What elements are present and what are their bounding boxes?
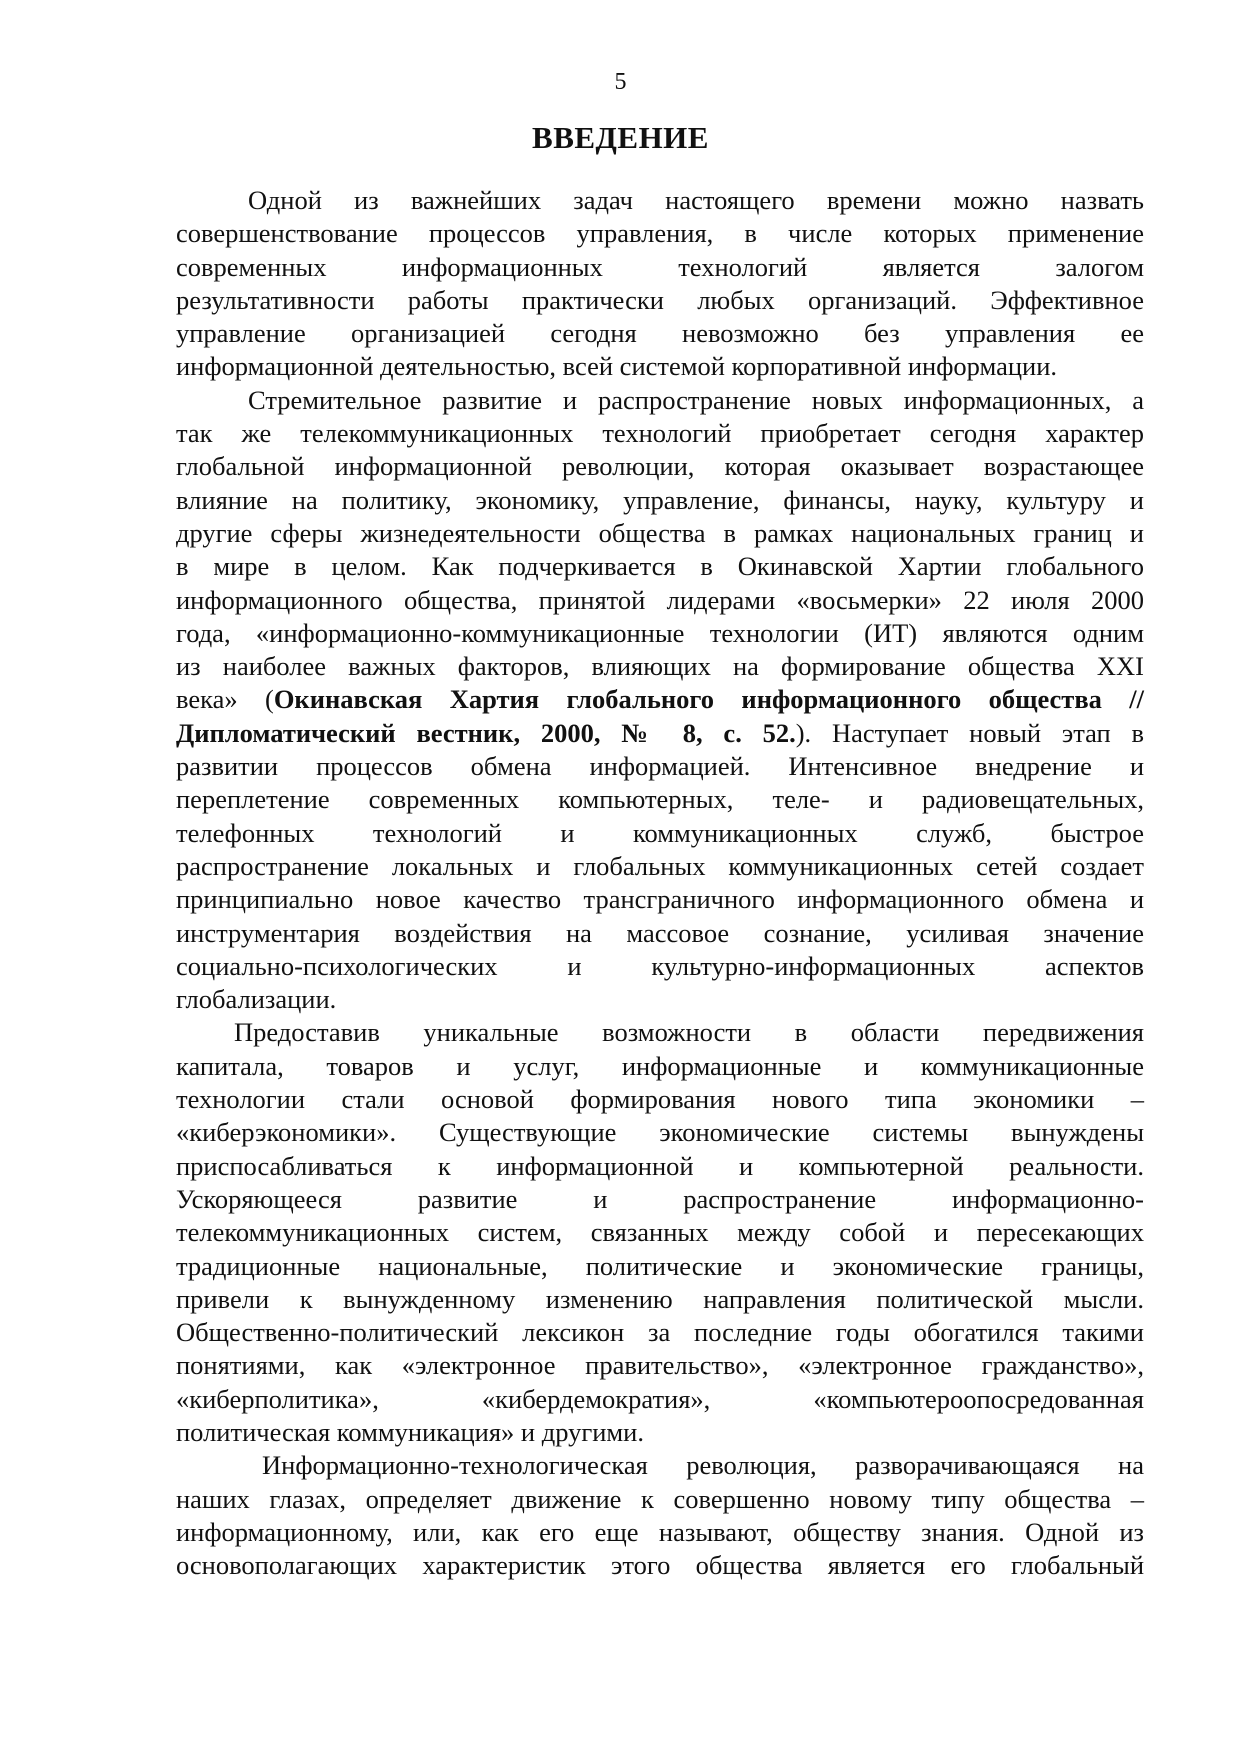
text-line: другие сферы жизнедеятельности общества в рамках национальных границ и xyxy=(176,517,1144,548)
text-line: приспосабливаться к информационной и компьютерной реальности. xyxy=(176,1150,1144,1181)
text-line: основополагающих характеристик этого общества является его глобальный xyxy=(176,1550,1144,1581)
text-line: глобализации. xyxy=(176,984,337,1015)
text-line: глобальной информационной революции, которая оказывает возрастающее xyxy=(176,451,1144,482)
document-body xyxy=(176,184,1144,1582)
text-line: результативности работы практически любых организаций. Эффективное xyxy=(176,284,1144,315)
text-line: информационной деятельностью, всей системой корпоративной информации. xyxy=(176,351,1058,382)
citation-line-1 xyxy=(176,683,1144,716)
text-line: Предоставив уникальные возможности в области передвижения xyxy=(234,1017,1144,1048)
text-line: телефонных технологий и коммуникационных служб, быстрое xyxy=(176,817,1144,848)
text-line: наших глазах, определяет движение к совершенно новому типу общества – xyxy=(176,1483,1144,1514)
text-line: из наиболее важных факторов, влияющих на формирование общества XXI xyxy=(176,651,1144,682)
text-line: влияние на политику, экономику, управление, финансы, науку, культуру и xyxy=(176,484,1144,515)
citation-prefix: века» ( xyxy=(176,684,274,715)
text-line: Информационно-технологическая революция, разворачивающаяся на xyxy=(262,1450,1144,1481)
text-line: понятиями, как «электронное правительство», «электронное гражданство», xyxy=(176,1350,1144,1381)
text-line: распространение локальных и глобальных коммуникационных сетей создает xyxy=(176,850,1144,881)
text-line: управление организацией сегодня невозможно без управления ее xyxy=(176,318,1144,349)
paragraph-3 xyxy=(176,1016,1144,1449)
text-line: переплетение современных компьютерных, теле- и радиовещательных, xyxy=(176,784,1144,815)
text-line: Ускоряющееся развитие и распространение информационно- xyxy=(176,1183,1144,1214)
citation-bold-1: Окинавская Хартия глобального информационного общества // xyxy=(273,684,1144,715)
text-line: развитии процессов обмена информацией. Интенсивное внедрение и xyxy=(176,751,1144,782)
citation-bold-2: Дипломатический вестник, 2000, № 8, с. 52. xyxy=(176,717,796,748)
text-line: года, «информационно-коммуникационные технологии (ИТ) являются одним xyxy=(176,617,1144,648)
citation-line-2 xyxy=(176,717,1144,750)
text-line: Стремительное развитие и распространение новых информационных, а xyxy=(248,384,1144,415)
text-line: традиционные национальные, политические и экономические границы, xyxy=(176,1250,1144,1281)
citation-suffix: ). Наступает новый этап в xyxy=(795,717,1144,748)
text-line: политическая коммуникация» и другими. xyxy=(176,1416,644,1447)
text-line: современных информационных технологий является залогом xyxy=(176,251,1144,282)
page-title: ВВЕДЕНИЕ xyxy=(532,120,709,155)
text-line: «киберэкономики». Существующие экономические системы вынуждены xyxy=(176,1117,1144,1148)
text-line: социально-психологических и культурно-информационных аспектов xyxy=(176,950,1144,981)
paragraph-4 xyxy=(176,1449,1144,1582)
text-line: капитала, товаров и услуг, информационные и коммуникационные xyxy=(176,1050,1144,1081)
text-line: так же телекоммуникационных технологий приобретает сегодня характер xyxy=(176,418,1144,449)
text-line: информационному, или, как его еще называют, обществу знания. Одной из xyxy=(176,1516,1144,1547)
text-line: информационного общества, принятой лидерами «восьмерки» 22 июля 2000 xyxy=(176,584,1144,615)
paragraph-2 xyxy=(176,384,1144,1017)
text-line: принципиально новое качество трансграничного информационного обмена и xyxy=(176,884,1144,915)
text-line: в мире в целом. Как подчеркивается в Окинавской Хартии глобального xyxy=(176,551,1144,582)
paragraph-1 xyxy=(176,184,1144,384)
text-line: технологии стали основой формирования нового типа экономики – xyxy=(176,1084,1144,1115)
text-line: Общественно-политический лексикон за последние годы обогатился такими xyxy=(176,1317,1144,1348)
text-line: «киберполитика», «кибердемократия», «компьютероопосредованная xyxy=(176,1383,1144,1414)
text-line: телекоммуникационных систем, связанных между собой и пересекающих xyxy=(176,1217,1144,1248)
text-line: совершенствование процессов управления, в числе которых применение xyxy=(176,218,1144,249)
text-line: инструментария воздействия на массовое сознание, усиливая значение xyxy=(176,917,1144,948)
page-number: 5 xyxy=(614,69,627,95)
text-line: привели к вынужденному изменению направления политической мысли. xyxy=(176,1283,1144,1314)
text-line: Одной из важнейших задач настоящего времени можно назвать xyxy=(248,185,1144,215)
